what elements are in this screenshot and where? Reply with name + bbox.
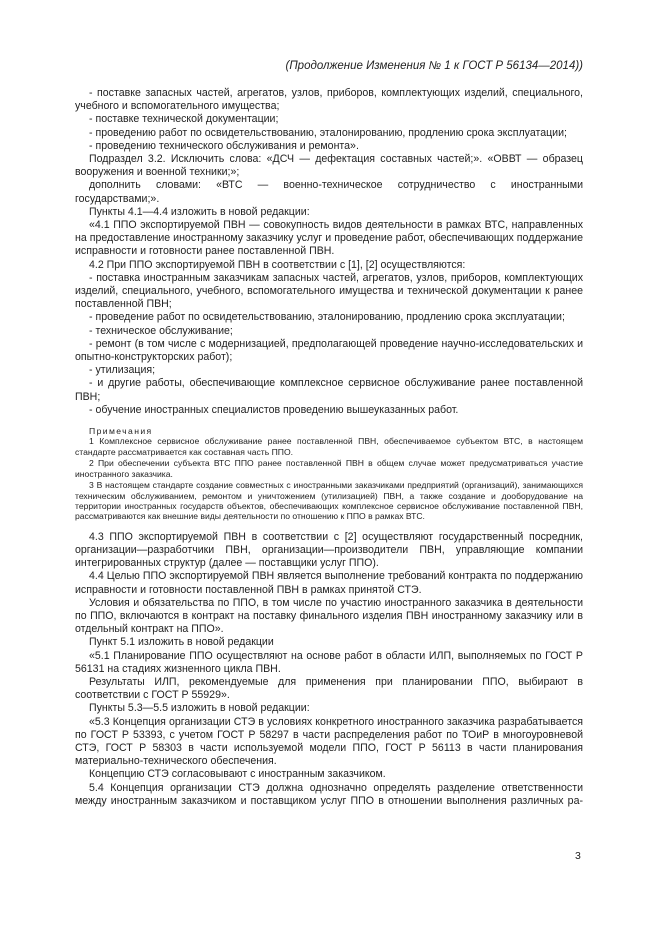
section-after-notes	[75, 531, 583, 808]
section-before-notes	[75, 87, 583, 417]
paragraph: Результаты ИЛП, рекомендуемые для применения при планировании ППО, выбирают в соответствии с ГОСТ Р 55929».	[75, 675, 583, 702]
paragraph: Пункты 5.3—5.5 изложить в новой редакции:	[89, 702, 310, 715]
paragraph: - обучение иностранных специалистов проведению вышеуказанных работ.	[89, 403, 459, 416]
paragraph: - поставке запасных частей, агрегатов, узлов, приборов, комплектующих изделий, специального, учебного и вспомогательного имущества;	[75, 87, 583, 113]
note-item: 2 При обеспечении субъекта ВТС ППО ранее поставленной ПВН в общем случае может предусматриваться участие иностранного заказчика.	[75, 458, 583, 479]
paragraph: 5.4 Концепция организации СТЭ должна однозначно определять разделение ответственности между иностранным заказчиком и поставщиком услуг ППО в отношении выполнения различных ра-	[75, 781, 583, 807]
document-body	[75, 87, 583, 808]
paragraph: «5.1 Планирование ППО осуществляют на основе работ в области ИЛП, выполняемых по ГОСТ Р 56131 на стадиях жизненного цикла ПВН.	[75, 649, 583, 675]
notes-list	[75, 436, 583, 521]
note-item: 3 В настоящем стандарте создание совместных с иностранными заказчиками предприятий (организаций), занимающихся техническим обслуживанием, ремонтом и уничтожением (утилизацией) ПВН, а также создание и дооборудование на территории иностранных государств объектов, обеспечивающих комплексное сервисное обслуживание поставленной ПВН, рассматриваются как внешние виды деятельности по отношению к ППО в рамках ВТС.	[75, 480, 583, 522]
paragraph: - поставка иностранным заказчикам запасных частей, агрегатов, узлов, приборов, комплектующих изделий, специального, учебного, вспомогательного имущества и технической документации к ранее поставленной ПВН;	[75, 271, 583, 311]
notes-title: Примечания	[89, 426, 153, 437]
paragraph: «5.3 Концепция организации СТЭ в условиях конкретного иностранного заказчика разрабатывается по ГОСТ Р 53393, с учетом ГОСТ Р 58297 в части распределения работ по ТОиР в многоуровневой СТЭ, ГОСТ Р 58303 в части используемой модели ППО, ГОСТ Р 56113 в части планирования материально-технического обеспечения.	[75, 715, 583, 768]
paragraph: - техническое обслуживание;	[89, 324, 233, 337]
page-number: 3	[575, 850, 581, 862]
paragraph: Концепцию СТЭ согласовывают с иностранным заказчиком.	[89, 768, 386, 781]
paragraph: 4.3 ППО экспортируемой ПВН в соответствии с [2] осуществляют государственный посредник, организации—разработчики ПВН, организации—производители ПВН, управляющие компании интегрированных структур (далее — поставщики услуг ППО).	[75, 530, 583, 570]
paragraph: - утилизация;	[89, 364, 156, 377]
paragraph: Пункт 5.1 изложить в новой редакции	[89, 636, 274, 649]
paragraph: «4.1 ППО экспортируемой ПВН — совокупность видов деятельности в рамках ВТС, направленных на предоставление иностранному заказчику услуг и проведение работ, обеспечивающих поддержание исправности и готовности ранее поставленной ПВН.	[75, 219, 583, 258]
paragraph: - ремонт (в том числе с модернизацией, предполагающей проведение научно-исследовательских и опытно-конструкторских работ);	[75, 337, 583, 364]
paragraph: - проведению работ по освидетельствованию, эталонированию, продлению срока эксплуатации;	[89, 126, 567, 139]
note-item: 1 Комплексное сервисное обслуживание ранее поставленной ПВН, обеспечиваемое субъектом ВТС, в настоящем стандарте рассматривается как составная часть ППО.	[75, 436, 583, 457]
paragraph: - поставке технической документации;	[89, 113, 279, 126]
paragraph: - проведению технического обслуживания и ремонта».	[89, 139, 359, 152]
paragraph: Условия и обязательства по ППО, в том числе по участию иностранного заказчика в деятельности по ППО, включаются в контракт на поставку финального изделия ПВН иностранному заказчику или в отдельный контракт на ППО».	[75, 596, 583, 636]
page-header: (Продолжение Изменения № 1 к ГОСТ Р 56134—2014))	[285, 60, 583, 72]
paragraph: - и другие работы, обеспечивающие комплексное сервисное обслуживание ранее поставленной ПВН;	[75, 377, 583, 403]
paragraph: 4.2 При ППО экспортируемой ПВН в соответствии с [1], [2] осуществляются:	[89, 258, 466, 271]
paragraph: Подраздел 3.2. Исключить слова: «ДСЧ — дефектация составных частей;». «ОВВТ — образец вооружения и военной техники;»;	[75, 153, 583, 179]
paragraph: - проведение работ по освидетельствованию, эталонированию, продлению срока эксплуатации;	[89, 311, 565, 324]
notes-block	[75, 426, 583, 522]
paragraph: 4.4 Целью ППО экспортируемой ПВН является выполнение требований контракта по поддержанию исправности и готовности поставленной ПВН в рамках принятой СТЭ.	[75, 570, 583, 596]
paragraph: Пункты 4.1—4.4 изложить в новой редакции:	[89, 205, 310, 218]
paragraph: дополнить словами: «ВТС — военно-техническое сотрудничество с иностранными государствами;».	[75, 179, 583, 205]
